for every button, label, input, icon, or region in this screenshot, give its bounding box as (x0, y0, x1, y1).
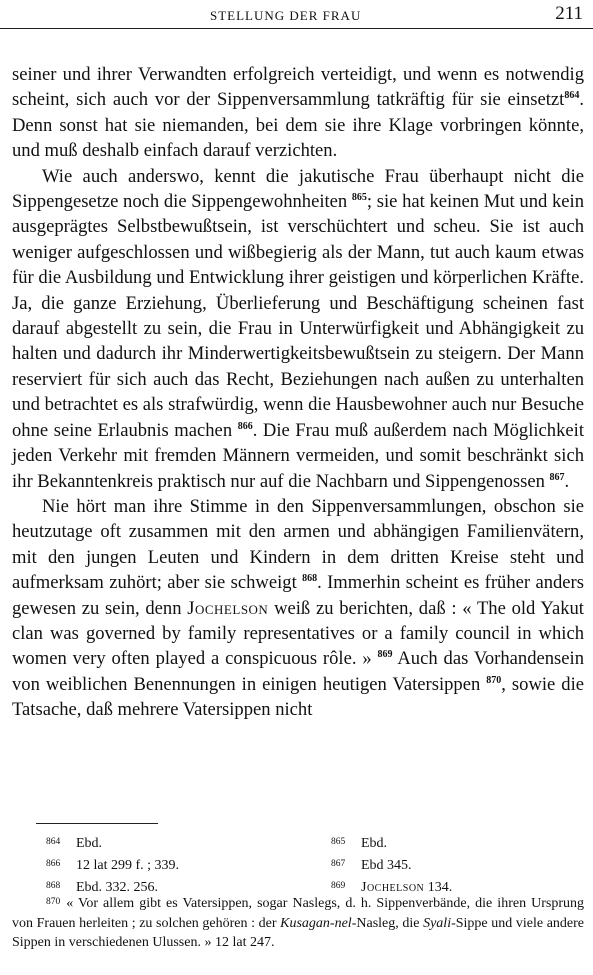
footnote-number: 870 (46, 897, 61, 907)
paragraph-2 (12, 164, 584, 494)
footnote-ref-864: 864 (564, 90, 580, 102)
paragraph-3-text-e: , sowie die Tatsache, daß mehrere Vatersippen nicht (12, 673, 584, 721)
page-header (0, 0, 593, 29)
footnote-divider (36, 823, 158, 824)
footnote-text: Ebd 345. (361, 858, 412, 873)
footnote-author: Jochelson (361, 880, 425, 895)
footnote-870-text-a: « Vor allem gibt es Vatersippen, sogar Naslegs, d. h. Sippenverbände, die ihren Ursprung von Frauen herleiten ; zu solchen gehören : der (12, 896, 584, 931)
paragraph-2-text-b: ; sie hat keinen Mut und kein ausgeprägtes Selbstbewußtsein, ist verschüchtert und scheu. Sie ist auch weniger aufgeschlossen und wißbegierig als der Mann, tut auch kaum etwas für die Ausbildung und Entwicklung ihrer geistigen und körperlichen Kräfte. Ja, die ganze Erziehung, Überlieferung und Beschäftigung scheinen fast darauf abgestellt zu sein, die Frau in Unterwürfigkeit und Abhängigkeit zu halten und dadurch ihr Minderwertigkeitsbewußtsein zu steigern. Der Mann reserviert für sich auch das Recht, Beziehungen nach außen zu unterhalten und betrachtet es als strafwürdig, wenn die Hausbewohner auch nur Besuche ohne seine Erlaubnis machen (12, 191, 584, 441)
footnote-870-italic-2: Syali (423, 915, 452, 931)
footnote-870-italic-1: Kusagan-nel (280, 915, 352, 931)
footnote-870-text-c: -Nasleg, die (351, 915, 420, 931)
footnote-ref-868: 868 (302, 573, 318, 585)
paragraph-1 (12, 62, 584, 164)
footnote-870-text-e: -Sippe und viele andere Sippen in verschiedenen Ulussen. » 12 lat 247. (12, 915, 585, 950)
paragraph-3-text-d: Auch das Vorhandensein von weiblichen Benennungen in einigen heutigen Vatersippen (12, 648, 584, 695)
footnote-row (46, 832, 566, 854)
author-name: Jochelson (187, 597, 269, 619)
paragraph-1-text-a: seiner und ihrer Verwandten erfolgreich verteidigt, und wenn es notwendig scheint, sich auch vor der Sippenversammlung tatkräftig für sie einsetzt (12, 64, 584, 111)
footnote-ref-867: 867 (549, 471, 565, 483)
footnote-number: 869 (331, 881, 346, 891)
footnote-ref-865: 865 (351, 192, 367, 204)
footnote-text: Ebd. 332. 256. (76, 880, 159, 895)
paragraph-2-text-c: . Die Frau muß außerdem nach Möglichkeit jeden Verkehr mit fremden Männern vermeiden, und somit beschränkt sich ihr Bekanntenkreis praktisch nur auf die Nachbarn und Sippengenossen (12, 419, 584, 492)
footnote-item (46, 832, 331, 854)
page-number: 211 (555, 3, 583, 24)
footnote-ref-866: 866 (237, 420, 253, 432)
footnote-number: 866 (46, 859, 61, 869)
footnote-text: 134. (427, 880, 453, 895)
main-text (12, 62, 584, 723)
footnote-number: 867 (331, 859, 346, 869)
footnote-text: Ebd. (76, 836, 103, 851)
footnote-item (331, 854, 566, 876)
footnote-ref-869: 869 (377, 649, 393, 661)
running-title: STELLUNG DER FRAU (210, 8, 362, 23)
paragraph-2-text-d: . (564, 470, 570, 492)
footnote-row (46, 854, 566, 876)
footnote-number: 865 (331, 837, 346, 847)
paragraph-3-text-b: . Immerhin scheint es früher anders gewesen zu sein, denn (12, 572, 584, 619)
footnote-number: 864 (46, 837, 61, 847)
footnote-item (331, 832, 566, 854)
footnote-text: Ebd. (361, 836, 388, 851)
paragraph-3 (12, 494, 584, 723)
paragraph-3-text-c: weiß zu berichten, daß : « The old Yakut clan was governed by family representatives or a family council in which women very often played a conspicuous rôle. » (12, 597, 584, 670)
paragraph-1-text-b: . Denn sonst hat sie niemanden, bei dem sie ihre Klage vorbringen könnte, und muß deshalb einfach darauf verzichten. (12, 89, 584, 162)
paragraph-2-text-a: Wie auch anderswo, kennt die jakutische Frau überhaupt nicht die Sippengesetze noch die Sippengewohnheiten (12, 165, 584, 213)
footnote-item (46, 854, 331, 876)
paragraph-3-text-a: Nie hört man ihre Stimme in den Sippenversammlungen, obschon sie heutzutage oft zusammen mit den armen und abhängigen Familienvätern, mit den jungen Leuten und Kindern in dem dritten Kreise steht und aufmerksam zuhört; aber sie schweigt (12, 495, 584, 594)
footnote-text: 12 lat 299 f. ; 339. (76, 858, 180, 873)
footnote-ref-870: 870 (486, 674, 502, 686)
footnotes-short (46, 832, 566, 898)
footnote-870 (12, 893, 584, 953)
footnote-number: 868 (46, 881, 61, 891)
